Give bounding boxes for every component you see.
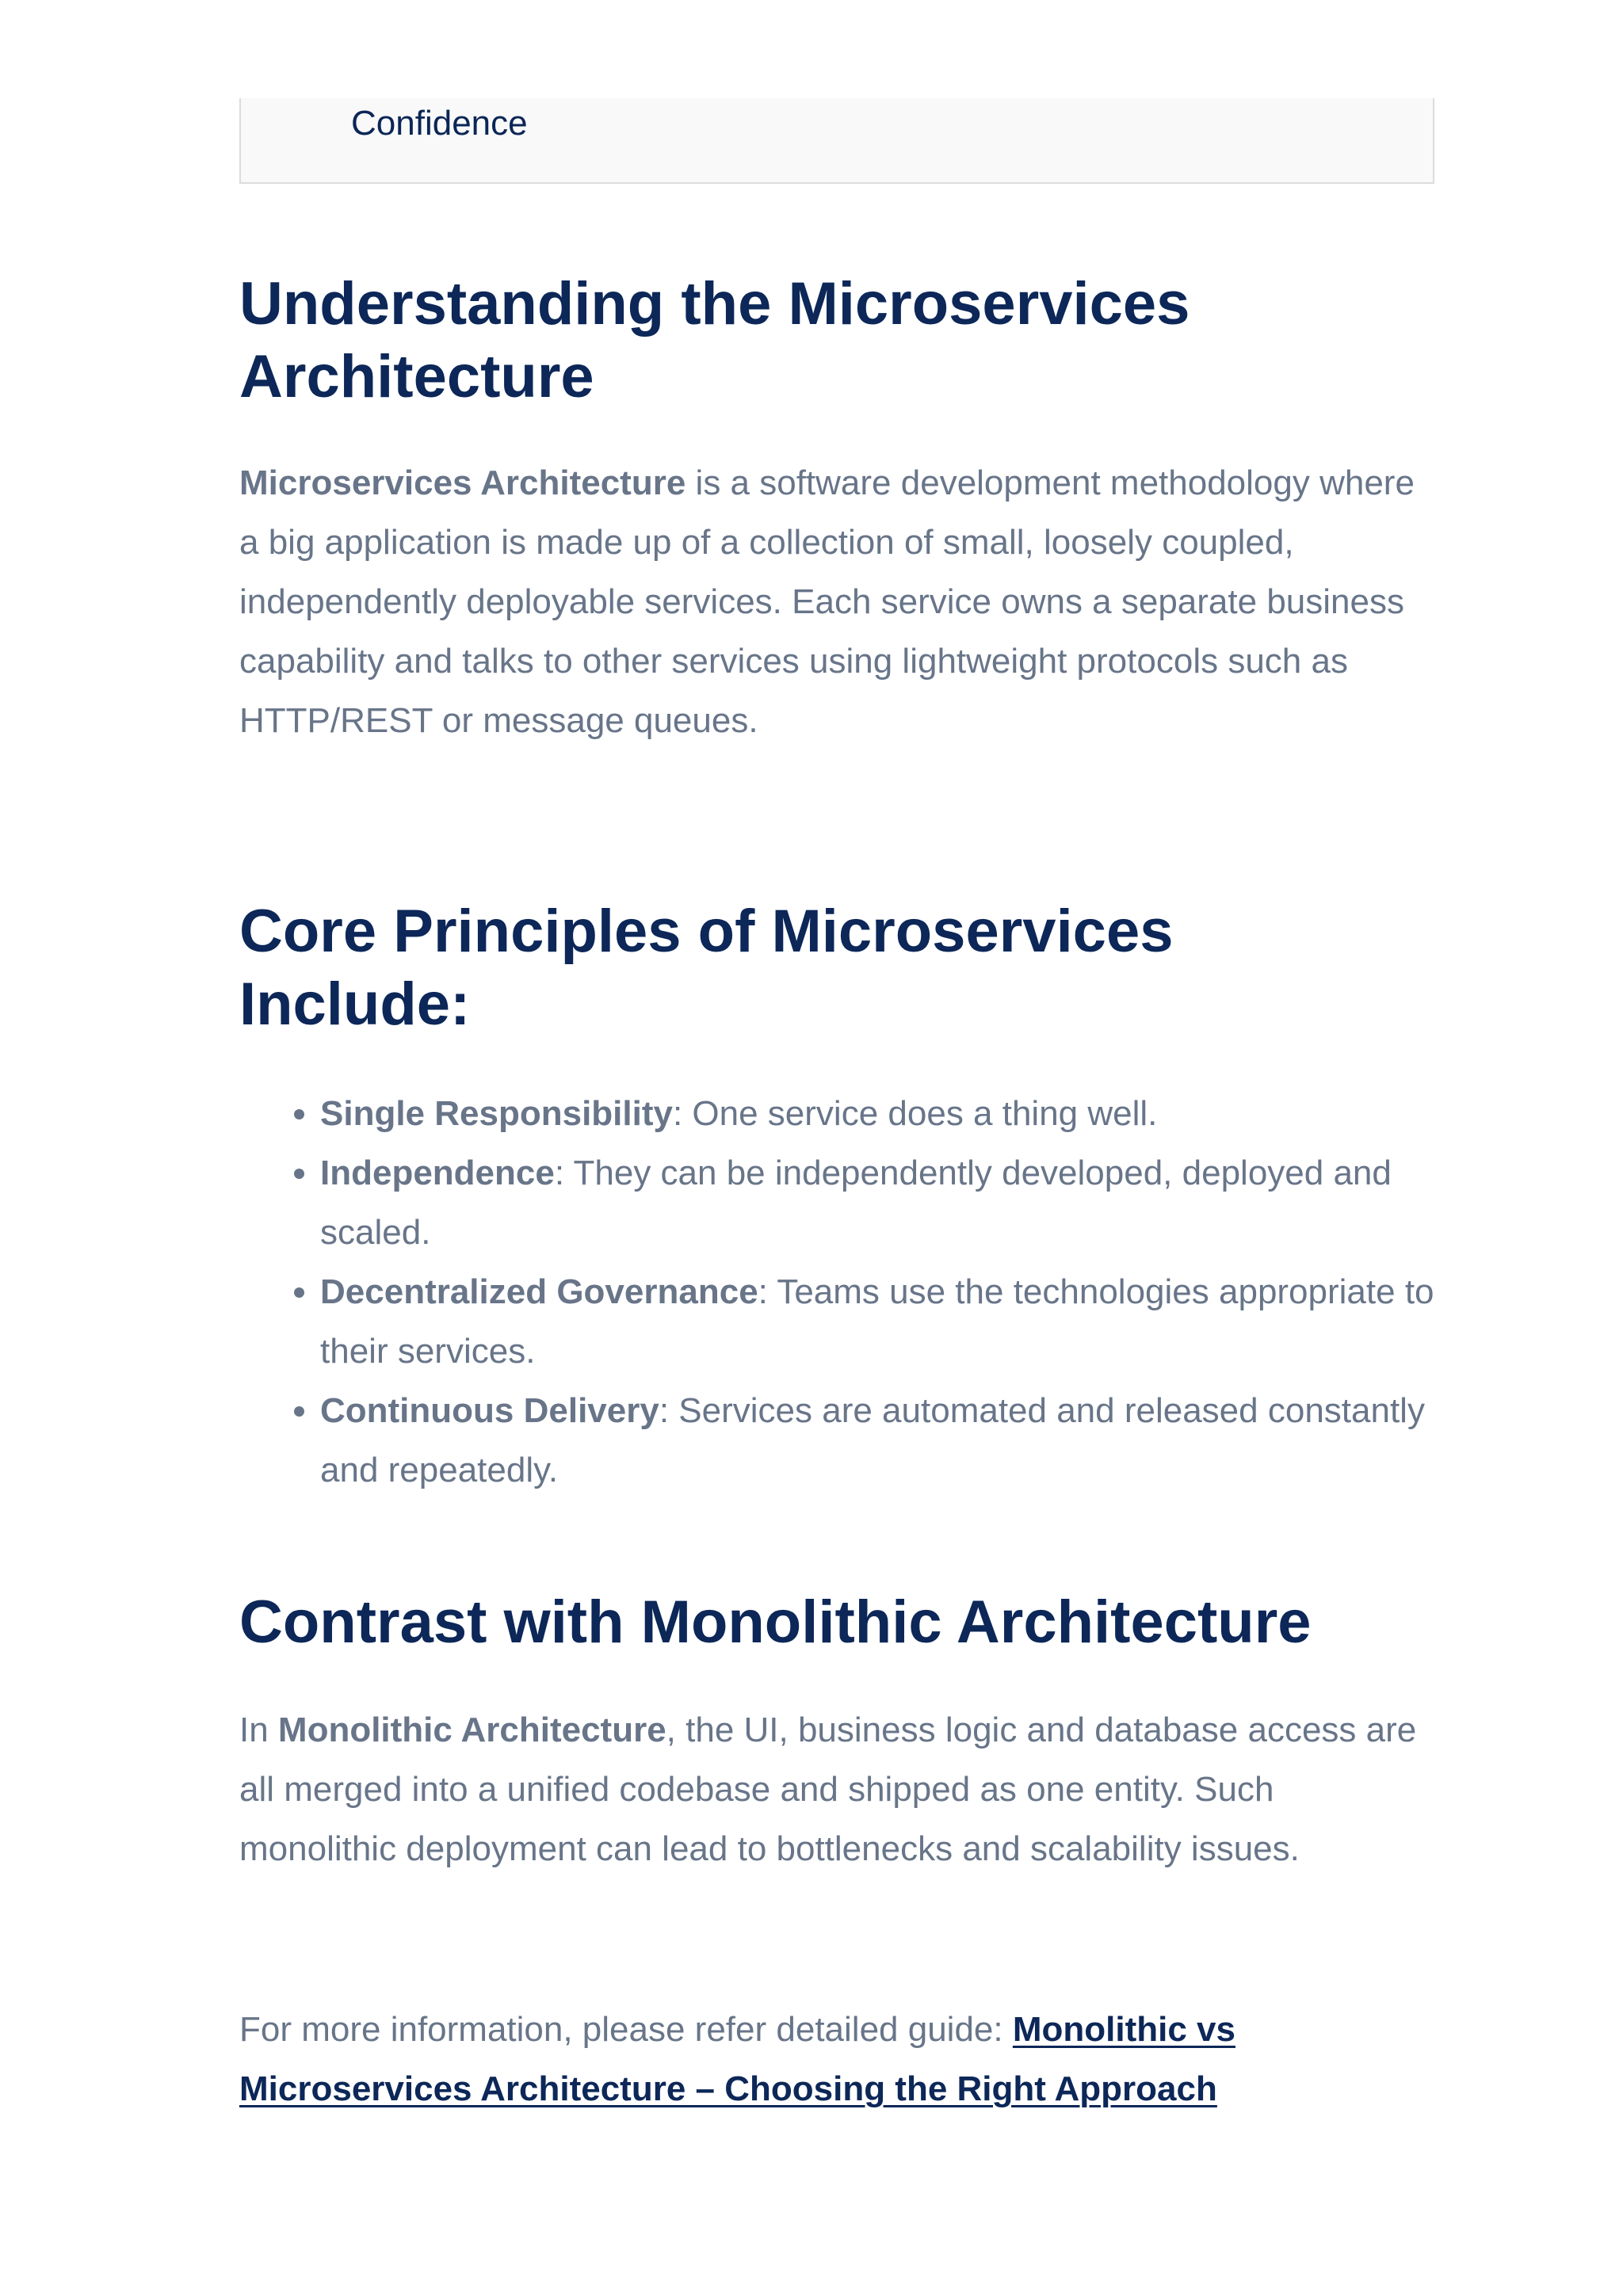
heading-line: Include: xyxy=(239,971,471,1038)
list-item xyxy=(320,1084,1438,1143)
paragraph-microservices-definition xyxy=(239,453,1438,750)
paragraph-text: , the UI, business logic and database access are all merged into a unified codebase and shipped as one entity. Such monolithic deployment can lead to bottlenecks and scalability issues. xyxy=(239,1711,1417,1868)
heading-line: Core Principles of Microservices xyxy=(239,898,1174,965)
paragraph-text: For more information, please refer detailed guide: xyxy=(239,2010,1013,2049)
toc-item-confidence[interactable]: Confidence xyxy=(351,104,528,143)
heading-contrast-monolithic: Contrast with Monolithic Architecture xyxy=(239,1589,1312,1656)
list-item xyxy=(320,1381,1438,1500)
heading-core-principles xyxy=(239,895,1438,1041)
heading-line: Architecture xyxy=(239,343,594,410)
list-item xyxy=(320,1262,1438,1381)
list-item xyxy=(320,1143,1438,1262)
bold-term: Continuous Delivery xyxy=(320,1391,659,1430)
heading-line: Understanding the Microservices xyxy=(239,270,1190,338)
list-item-text: : Services are automated and released constantly and repeatedly. xyxy=(320,1391,1425,1489)
paragraph-monolithic-definition xyxy=(239,1700,1438,1878)
table-of-contents xyxy=(239,98,1434,184)
bold-term: Decentralized Governance xyxy=(320,1272,758,1311)
paragraph-text: is a software development methodology where a big application is made up of a collection of small, loosely coupled, independently deployable services. Each service owns a separate business capability and talks to other services using lightweight protocols such as HTTP/REST or message queues. xyxy=(239,463,1415,740)
bold-term: Monolithic Architecture xyxy=(277,1711,666,1749)
paragraph-text: In xyxy=(239,1711,278,1749)
heading-understanding-microservices xyxy=(239,268,1438,414)
principles-list xyxy=(239,1084,1438,1500)
guide-link[interactable]: Monolithic vs Microservices Architecture – Choosing the Right Approach xyxy=(239,2010,1235,2108)
paragraph-more-info xyxy=(239,2000,1438,2119)
bold-term: Microservices Architecture xyxy=(239,463,686,502)
list-item-text: : Teams use the technologies appropriate to their services. xyxy=(320,1272,1434,1371)
list-item-text: : One service does a thing well. xyxy=(672,1094,1158,1133)
bold-term: Single Responsibility xyxy=(320,1094,673,1133)
list-item-text: : They can be independently developed, deployed and scaled. xyxy=(320,1154,1392,1252)
bold-term: Independence xyxy=(320,1154,555,1192)
